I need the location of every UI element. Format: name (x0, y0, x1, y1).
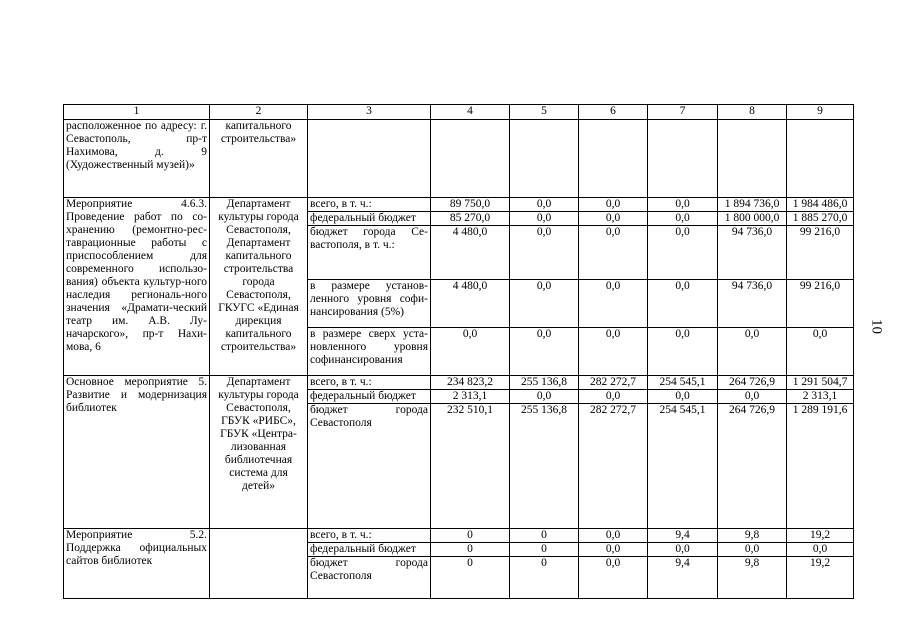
value-cell: 94 736,0 (718, 226, 787, 280)
header-cell: 2 (210, 105, 308, 120)
value-cell: 264 726,9 (718, 376, 787, 390)
value-cell: 0,0 (579, 198, 648, 212)
value-cell: 0,0 (579, 529, 648, 543)
value-cell: 0,0 (648, 226, 718, 280)
source-cell: всего, в т. ч.: (308, 198, 431, 212)
executor-cell: капитального строительства» (210, 120, 308, 198)
value-cell: 0 (510, 529, 579, 543)
value-cell: 19,2 (787, 529, 854, 543)
value-cell: 4 480,0 (431, 280, 510, 328)
value-cell: 254 545,1 (648, 376, 718, 390)
value-cell: 1 289 191,6 (787, 404, 854, 529)
value-cell: 0,0 (787, 328, 854, 376)
value-cell: 0,0 (579, 328, 648, 376)
value-cell: 0,0 (579, 280, 648, 328)
activity-name-cell: Мероприятие 5.2. Поддержка официальных сайтов библиотек (64, 529, 210, 599)
value-cell: 1 984 486,0 (787, 198, 854, 212)
value-cell: 0,0 (579, 543, 648, 557)
value-cell: 0 (431, 557, 510, 599)
value-cell: 0,0 (648, 543, 718, 557)
value-cell: 254 545,1 (648, 404, 718, 529)
executor-cell (210, 529, 308, 599)
value-cell: 0,0 (648, 390, 718, 404)
source-cell: федеральный бюджет (308, 212, 431, 226)
source-cell: бюджет города Севастополя (308, 557, 431, 599)
value-cell: 0,0 (510, 226, 579, 280)
header-cell: 7 (648, 105, 718, 120)
value-cell: 0,0 (648, 280, 718, 328)
source-cell: в размере сверх уста-новленного уровня софинансирования (308, 328, 431, 376)
source-cell: всего, в т. ч.: (308, 376, 431, 390)
value-cell: 99 216,0 (787, 226, 854, 280)
value-cell: 0,0 (579, 557, 648, 599)
value-cell: 85 270,0 (431, 212, 510, 226)
source-cell: бюджет города Севастополя (308, 404, 431, 529)
value-cell: 0,0 (510, 280, 579, 328)
value-cell: 0,0 (648, 198, 718, 212)
value-cell: 9,4 (648, 557, 718, 599)
value-cell: 0,0 (718, 390, 787, 404)
value-cell: 234 823,2 (431, 376, 510, 390)
header-row (64, 105, 854, 120)
value-cell: 1 800 000,0 (718, 212, 787, 226)
value-cell: 0,0 (648, 328, 718, 376)
value-cell: 89 750,0 (431, 198, 510, 212)
value-cell: 255 136,8 (510, 376, 579, 390)
value-cell: 0,0 (510, 212, 579, 226)
value-cell: 0,0 (510, 198, 579, 212)
value-cell: 1 894 736,0 (718, 198, 787, 212)
source-cell: в размере установ-ленного уровня софи-нансирования (5%) (308, 280, 431, 328)
value-cell: 0 (431, 529, 510, 543)
table-row (64, 198, 854, 212)
header-cell: 4 (431, 105, 510, 120)
value-cell: 1 885 270,0 (787, 212, 854, 226)
value-cell: 0,0 (787, 543, 854, 557)
value-cell: 0 (510, 543, 579, 557)
value-cell: 282 272,7 (579, 376, 648, 390)
source-cell: федеральный бюджет (308, 390, 431, 404)
source-cell: бюджет города Се-вастополя, в т. ч.: (308, 226, 431, 280)
value-cell: 0,0 (510, 328, 579, 376)
value-cell: 94 736,0 (718, 280, 787, 328)
value-cell: 19,2 (787, 557, 854, 599)
value-cell: 9,8 (718, 529, 787, 543)
header-cell: 8 (718, 105, 787, 120)
continuation-row (64, 120, 854, 198)
value-cell: 9,8 (718, 557, 787, 599)
value-cell: 0,0 (431, 328, 510, 376)
table-row (64, 529, 854, 543)
value-cell: 99 216,0 (787, 280, 854, 328)
header-cell: 3 (308, 105, 431, 120)
value-cell: 255 136,8 (510, 404, 579, 529)
value-cell: 0 (431, 543, 510, 557)
table-row (64, 376, 854, 390)
value-cell: 0,0 (579, 390, 648, 404)
value-cell: 232 510,1 (431, 404, 510, 529)
budget-table (63, 104, 854, 599)
source-cell: федеральный бюджет (308, 543, 431, 557)
header-cell: 5 (510, 105, 579, 120)
value-cell: 0,0 (579, 226, 648, 280)
value-cell: 282 272,7 (579, 404, 648, 529)
executor-cell: Департамент культуры города Севастополя, Департамент капитального строительства города Севастополя, ГКУГС «Единая дирекция капитального строительства» (210, 198, 308, 376)
value-cell: 0,0 (718, 328, 787, 376)
header-cell: 1 (64, 105, 210, 120)
value-cell: 0 (510, 557, 579, 599)
executor-cell: Департамент культуры города Севастополя, ГБУК «РИБС», ГБУК «Центра-лизованная библиотечная система для детей» (210, 376, 308, 529)
source-cell: всего, в т. ч.: (308, 529, 431, 543)
value-cell: 264 726,9 (718, 404, 787, 529)
value-cell: 1 291 504,7 (787, 376, 854, 390)
header-cell: 6 (579, 105, 648, 120)
value-cell: 0,0 (510, 390, 579, 404)
value-cell: 4 480,0 (431, 226, 510, 280)
header-cell: 9 (787, 105, 854, 120)
value-cell: 0,0 (579, 212, 648, 226)
value-cell: 9,4 (648, 529, 718, 543)
value-cell: 2 313,1 (431, 390, 510, 404)
value-cell: 0,0 (648, 212, 718, 226)
activity-name-cell: Основное мероприятие 5. Развитие и модернизация библиотек (64, 376, 210, 529)
activity-name-cell: расположенное по адресу: г. Севастополь, пр-т Нахимова, д. 9 (Художественный музей)» (64, 120, 210, 198)
value-cell: 0,0 (718, 543, 787, 557)
page-number: 10 (868, 319, 885, 334)
value-cell: 2 313,1 (787, 390, 854, 404)
activity-name-cell: Мероприятие 4.6.3. Проведение работ по со-хранению (ремонтно-рес-таврационные работы с приспособлением для современного использо-вания) объекта культур-ного наследия региональ-ного значения «Драмати-ческий театр им. А.В. Лу-начарского», пр-т Нахи-мова, 6 (64, 198, 210, 376)
